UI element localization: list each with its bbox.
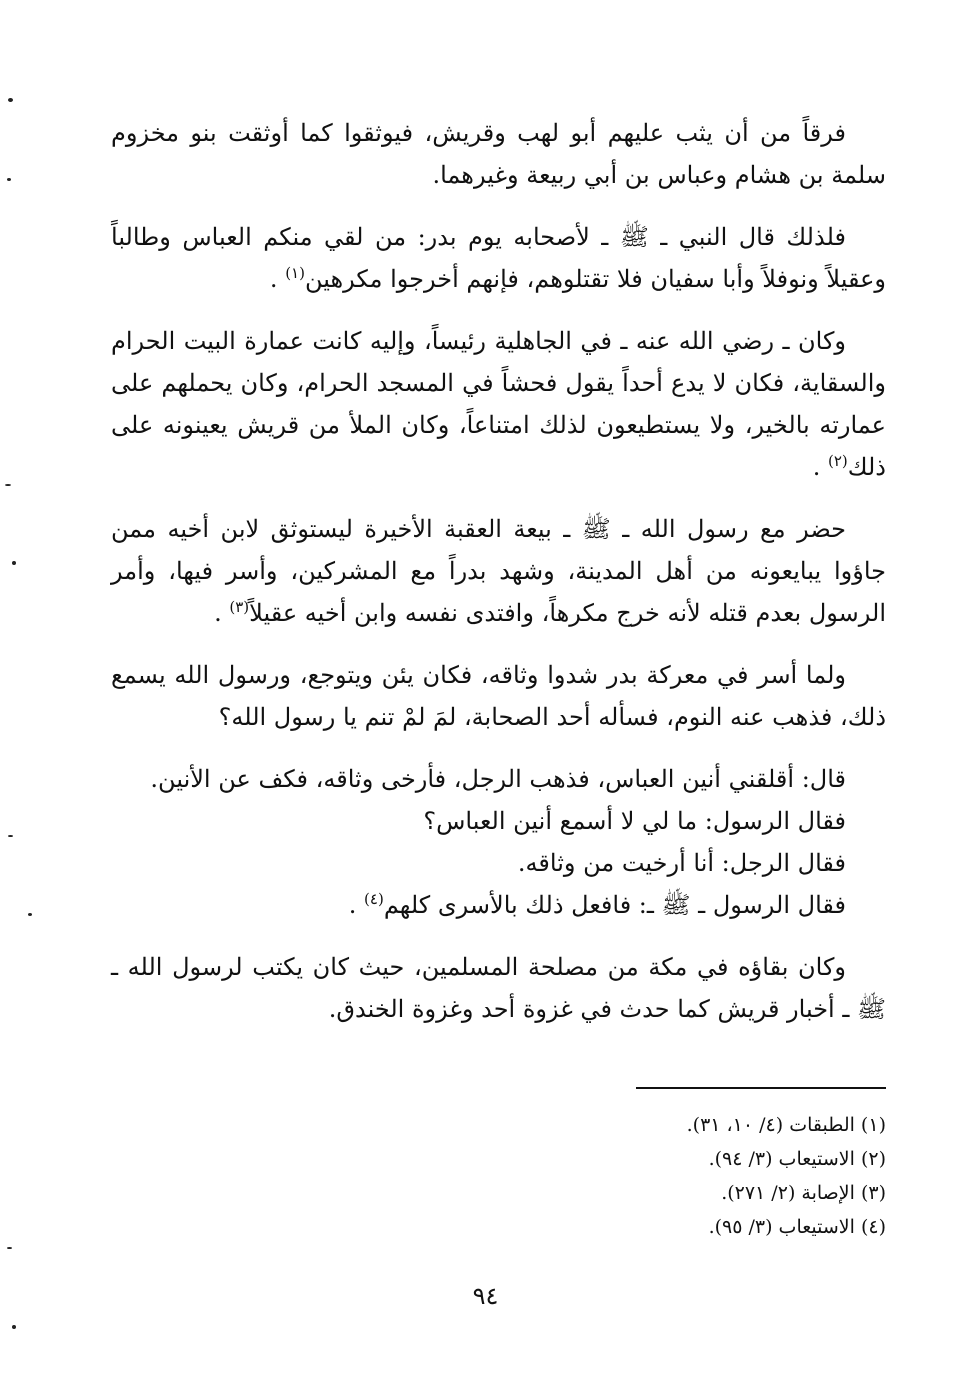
dialogue-block [111,800,886,926]
footnote-ref-2[interactable]: (٢) [827,452,848,470]
scan-speck [8,835,13,837]
footnote-4: (٤) الاستيعاب (٣/ ٩٥). [708,1216,886,1238]
paragraph-6: قال: أقلقني أنين العباس، فذهب الرجل، فأرخى وثاقه، فكف عن الأنين. [150,765,846,793]
scan-speck [12,1325,16,1329]
footnote-separator [636,1087,886,1089]
scan-speck [28,913,32,916]
scan-speck [12,561,16,565]
main-text [111,112,886,1050]
dialogue-line-3: فقال الرسول ـ ﷺ ـ: فافعل ذلك بالأسرى كلهم$^{(٤)}$ . [348,890,846,919]
closing-paragraph: وكان بقاؤه في مكة من مصلحة المسلمين، حيث كان يكتب لرسول الله ـ ﷺ ـ أخبار قريش كما حدث في غزوة أحد وغزوة الخندق. [111,953,886,1023]
footnote-ref-3[interactable]: (٣) [229,598,250,616]
footnote-ref-1[interactable]: (١) [285,264,305,282]
page-number: ٩٤ [472,1282,499,1310]
paragraph-5: ولما أسر في معركة بدر شدوا وثاقه، فكان يئن ويتوجع، ورسول الله يسمع ذلك، فذهب عنه النوم، فسأله أحد الصحابة، لمَ لمْ تنم يا رسول الله؟ [111,661,886,731]
paragraph-1: فرقاً من أن يثب عليهم أبو لهب وقريش، فيوثقوا كما أوثقت بنو مخزوم سلمة بن هشام وعباس بن أبي ربيعة وغيرهما. [111,119,886,189]
footnotes [486,1108,886,1244]
paragraph-2: فلذلك قال النبي ـ ﷺ ـ لأصحابه يوم بدر: من لقي منكم العباس وطالباً وعقيلاً ونوفلاً وأبا سفيان فلا تقتلوهم، فإنهم أخرجوا مكرهين$^{(١)}$ . [111,223,886,293]
dialogue-line-2: فقال الرجل: أنا أرخيت من وثاقه. [517,849,846,877]
footnote-2: (٢) الاستيعاب (٣/ ٩٤). [708,1148,886,1170]
paragraph-3: وكان ـ رضي الله عنه ـ في الجاهلية رئيساً، وإليه كانت عمارة البيت الحرام والسقاية، فكان لا يدع أحداً يقول فحشاً في المسجد الحرام، وكان يحملهم على عمارته بالخير، ولا يستطيعون لذلك امتناعاً، وكان الملأ من قريش يعينونه على ذلك$^{(٢)}$ . [111,327,886,481]
paragraph-4: حضر مع رسول الله ـ ﷺ ـ بيعة العقبة الأخيرة ليستوثق لابن أخيه ممن جاؤوا يبايعونه من أهل المدينة، وشهد بدراً مع المشركين، وأسر فيها، وأمر الرسول بعدم قتله لأنه خرج مكرهاً، وافتدى نفسه وابن أخيه عقيلاً$^{(٣)}$ . [111,515,886,627]
footnote-1: (١) الطبقات (٤/ ١٠، ٣١). [686,1114,886,1136]
scan-speck [8,98,13,102]
footnote-ref-4[interactable]: (٤) [364,890,384,908]
scan-speck [5,484,11,486]
dialogue-line-1: فقال الرسول: ما لي لا أسمع أنين العباس؟ [423,807,846,835]
scan-speck [7,1247,12,1249]
scan-speck [7,178,11,181]
footnote-3: (٣) الإصابة (٢/ ٢٧١). [721,1182,886,1204]
